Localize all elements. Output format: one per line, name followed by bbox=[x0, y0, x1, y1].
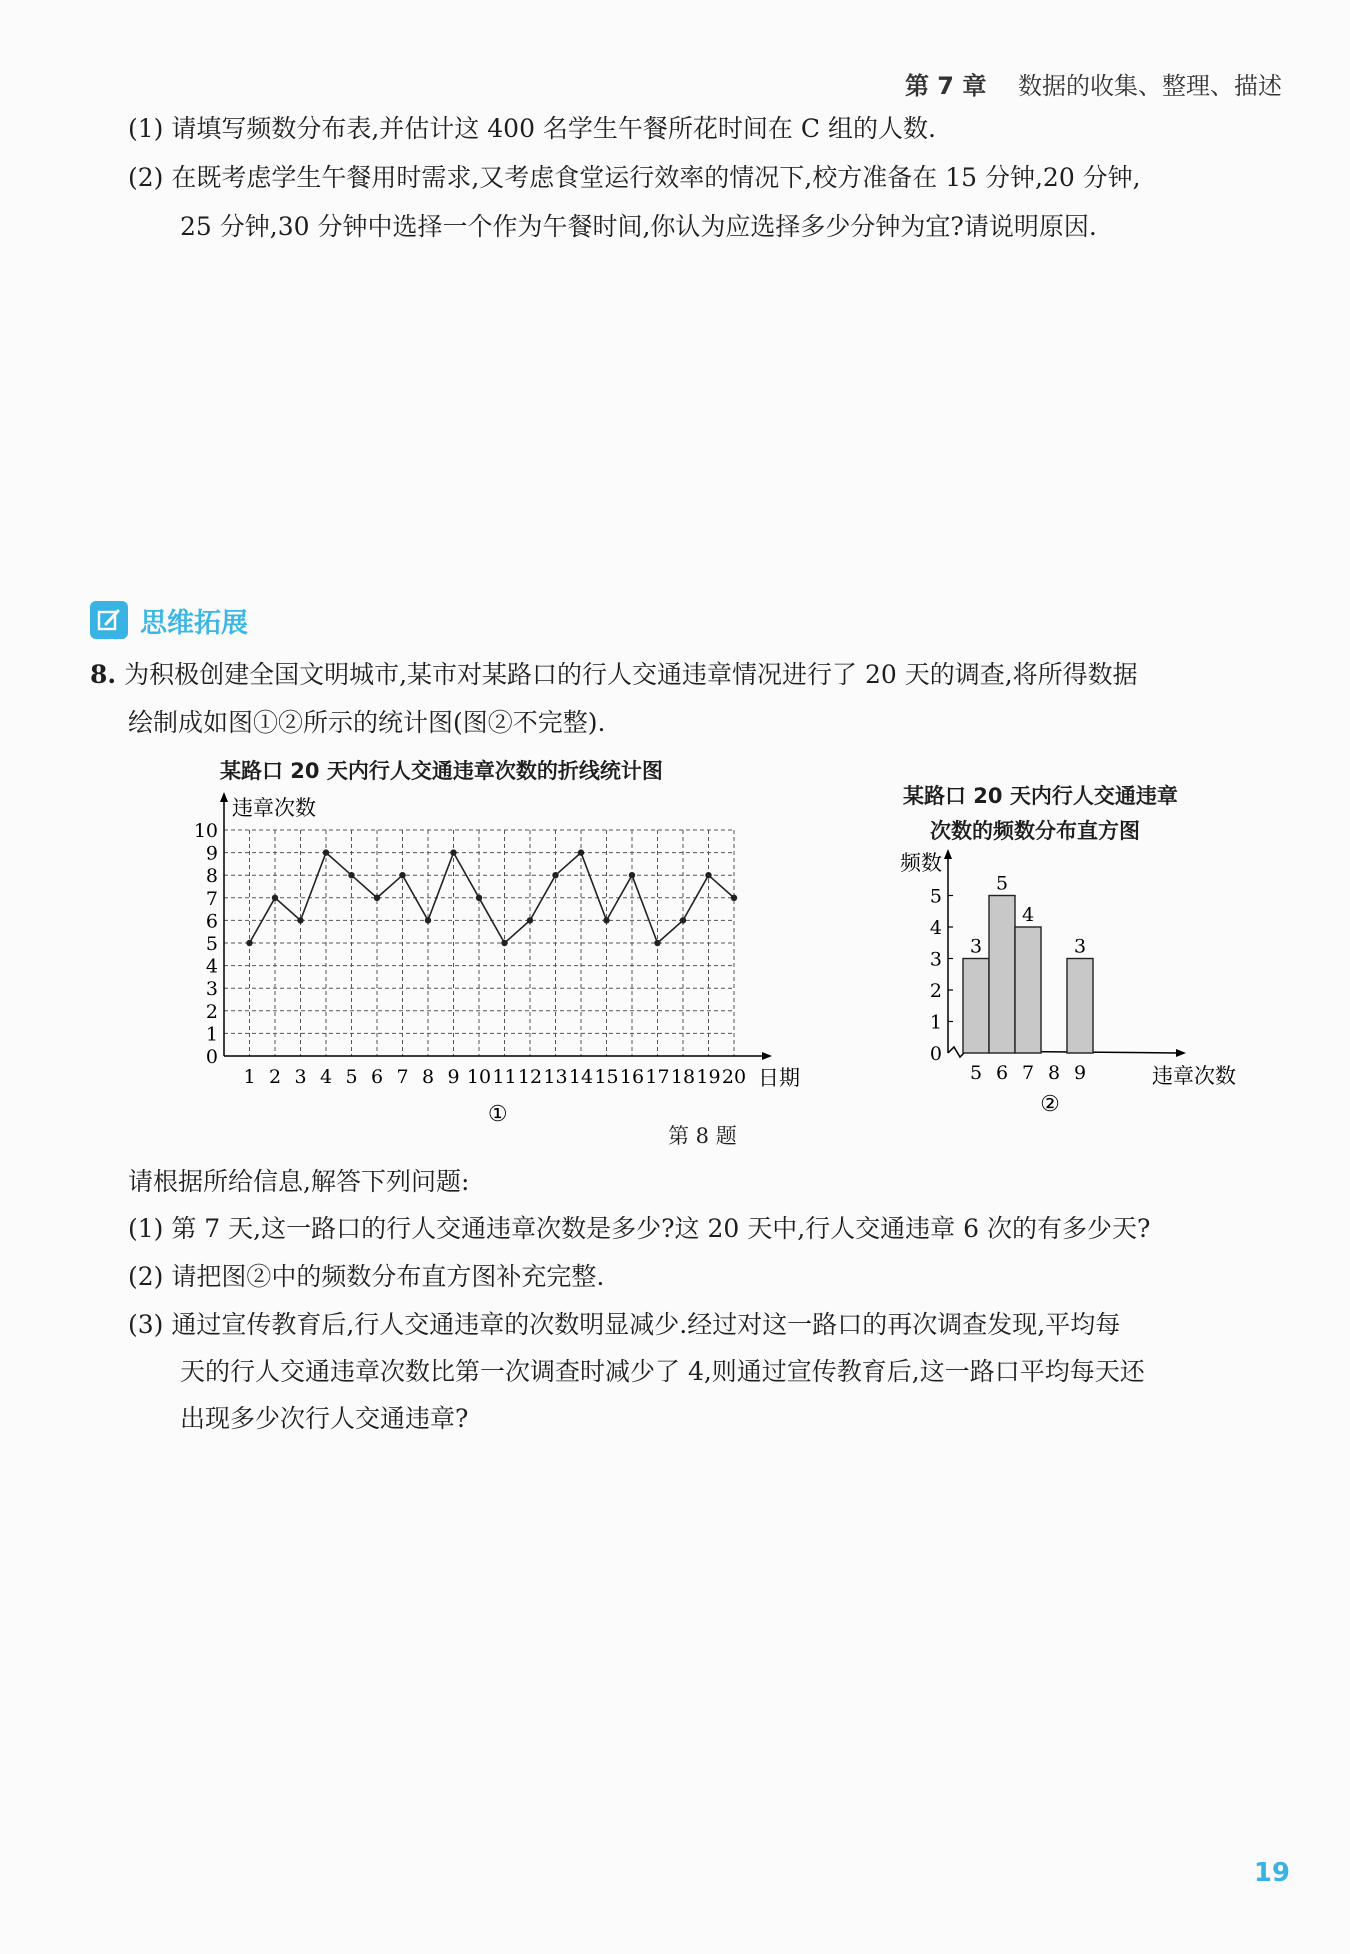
histogram-bar bbox=[1067, 959, 1093, 1054]
x-axis-arrow bbox=[1176, 1049, 1186, 1057]
question-8-part1: (1) 第 7 天,这一路口的行人交通违章次数是多少?这 20 天中,行人交通违章 6 次的有多少天? bbox=[128, 1214, 1151, 1243]
x-axis-label: 违章次数 bbox=[1152, 1064, 1236, 1088]
y-axis-arrow bbox=[220, 792, 228, 802]
data-point bbox=[578, 849, 584, 855]
x-tick-label: 12 bbox=[517, 1066, 543, 1088]
x-tick-label: 7 bbox=[396, 1066, 409, 1088]
data-point bbox=[603, 917, 609, 923]
y-tick-label: 3 bbox=[929, 948, 942, 971]
x-tick-label: 19 bbox=[696, 1066, 721, 1088]
data-point bbox=[272, 895, 278, 901]
question-8-part2: (2) 请把图②中的频数分布直方图补充完整. bbox=[128, 1262, 605, 1291]
question-number: 8. bbox=[90, 660, 117, 689]
question-8-text: 为积极创建全国文明城市,某市对某路口的行人交通违章情况进行了 20 天的调查,将所得数据 bbox=[124, 660, 1138, 689]
bar-data-label: 4 bbox=[1021, 904, 1035, 926]
pencil-note-icon bbox=[90, 601, 128, 639]
y-tick-label: 5 bbox=[929, 885, 942, 908]
y-axis-label: 违章次数 bbox=[232, 796, 316, 820]
question-8-line2: 绘制成如图①②所示的统计图(图②不完整). bbox=[128, 708, 606, 737]
x-axis-label: 日期 bbox=[758, 1066, 800, 1090]
x-tick-label: 20 bbox=[721, 1066, 747, 1088]
x-tick-label: 14 bbox=[568, 1066, 594, 1088]
y-axis-arrow bbox=[944, 849, 952, 859]
figure-caption: 第 8 题 bbox=[668, 1124, 737, 1148]
line-chart-title: 某路口 20 天内行人交通违章次数的折线统计图 bbox=[220, 759, 663, 783]
x-tick-label: 17 bbox=[645, 1066, 670, 1088]
y-tick-label: 5 bbox=[205, 933, 218, 955]
y-tick-label: 7 bbox=[205, 887, 218, 910]
x-tick-label: 16 bbox=[619, 1066, 645, 1088]
data-point bbox=[323, 849, 329, 855]
data-point bbox=[552, 872, 558, 878]
y-tick-label: 4 bbox=[205, 955, 218, 978]
x-tick-label: 3 bbox=[294, 1066, 307, 1088]
x-tick-label: 9 bbox=[447, 1066, 460, 1088]
question-8-part3-line3: 出现多少次行人交通违章? bbox=[180, 1404, 469, 1433]
x-tick-label: 8 bbox=[421, 1066, 435, 1088]
question-8-part3-line1: (3) 通过宣传教育后,行人交通违章的次数明显减少.经过对这一路口的再次调查发现,平均每 bbox=[128, 1310, 1121, 1339]
x-tick-label: 1 bbox=[243, 1066, 256, 1088]
question-8-line1 bbox=[90, 658, 1138, 692]
x-tick-label: 4 bbox=[319, 1066, 333, 1088]
y-tick-label: 1 bbox=[205, 1023, 218, 1046]
page-number: 19 bbox=[1253, 1858, 1290, 1888]
data-point bbox=[450, 849, 456, 855]
section-heading bbox=[90, 600, 248, 640]
x-tick-label: 6 bbox=[995, 1062, 1009, 1084]
data-point bbox=[527, 917, 533, 923]
prev-question-part2-line2: 25 分钟,30 分钟中选择一个作为午餐时间,你认为应选择多少分钟为宜?请说明原因. bbox=[180, 212, 1097, 241]
histogram-bar bbox=[963, 959, 989, 1054]
data-point bbox=[654, 940, 660, 946]
data-point bbox=[705, 872, 711, 878]
y-tick-label: 2 bbox=[929, 980, 942, 1002]
histogram-title-line2: 次数的频数分布直方图 bbox=[930, 819, 1140, 843]
histogram-bar bbox=[989, 896, 1015, 1054]
bar-data-label: 3 bbox=[969, 935, 983, 958]
data-point bbox=[425, 917, 431, 923]
section-title: 思维拓展 bbox=[140, 607, 248, 639]
y-tick-label: 2 bbox=[205, 1000, 218, 1023]
y-tick-label: 3 bbox=[205, 978, 218, 1001]
histogram-title-line1: 某路口 20 天内行人交通违章 bbox=[903, 784, 1178, 808]
data-point bbox=[501, 940, 507, 946]
histogram-bar bbox=[1015, 927, 1041, 1053]
x-tick-label: 13 bbox=[543, 1066, 568, 1088]
x-tick-label: 11 bbox=[492, 1066, 517, 1088]
data-point bbox=[399, 872, 405, 878]
y-tick-label: 0 bbox=[929, 1043, 942, 1065]
y-tick-label: 9 bbox=[205, 842, 218, 865]
y-axis-label: 频数 bbox=[900, 851, 942, 875]
y-tick-label: 0 bbox=[205, 1046, 218, 1068]
prev-question-part1: (1) 请填写频数分布表,并估计这 400 名学生午餐所花时间在 C 组的人数. bbox=[128, 114, 936, 143]
x-tick-label: 10 bbox=[466, 1066, 492, 1088]
x-axis-arrow bbox=[762, 1052, 772, 1060]
prev-question-part2-line1: (2) 在既考虑学生午餐用时需求,又考虑食堂运行效率的情况下,校方准备在 15 分钟,20 分钟, bbox=[128, 163, 1141, 192]
data-point bbox=[348, 872, 354, 878]
x-tick-label: 2 bbox=[268, 1066, 282, 1088]
data-point bbox=[629, 872, 635, 878]
chapter-title: 数据的收集、整理、描述 bbox=[1018, 72, 1282, 100]
bar-data-label: 3 bbox=[1073, 935, 1087, 958]
data-point bbox=[374, 895, 380, 901]
line-chart bbox=[180, 790, 800, 1150]
page-header bbox=[905, 66, 1282, 101]
x-tick-label: 8 bbox=[1047, 1062, 1061, 1084]
histogram-chart bbox=[880, 845, 1240, 1115]
y-tick-label: 4 bbox=[929, 917, 942, 939]
x-tick-label: 18 bbox=[670, 1066, 696, 1088]
y-tick-label: 6 bbox=[205, 910, 218, 933]
chart-label: ② bbox=[1040, 1092, 1060, 1115]
x-tick-label: 6 bbox=[370, 1066, 384, 1088]
chapter-number: 第 7 章 bbox=[904, 72, 987, 100]
question-8-part3-line2: 天的行人交通违章次数比第一次调查时减少了 4,则通过宣传教育后,这一路口平均每天还 bbox=[180, 1357, 1145, 1386]
data-point bbox=[297, 917, 303, 923]
data-point bbox=[476, 895, 482, 901]
x-tick-label: 5 bbox=[345, 1066, 358, 1088]
y-tick-label: 8 bbox=[205, 865, 218, 888]
bar-data-label: 5 bbox=[995, 872, 1009, 895]
x-tick-label: 15 bbox=[594, 1066, 619, 1088]
chart-label: ① bbox=[487, 1102, 508, 1127]
question-8-prompt: 请根据所给信息,解答下列问题: bbox=[128, 1167, 470, 1196]
y-tick-label: 10 bbox=[193, 820, 218, 842]
data-point bbox=[246, 940, 252, 946]
y-tick-label: 1 bbox=[929, 1011, 942, 1034]
data-point bbox=[731, 895, 737, 901]
x-tick-label: 9 bbox=[1073, 1062, 1087, 1084]
data-point bbox=[680, 917, 686, 923]
x-tick-label: 5 bbox=[969, 1062, 983, 1084]
x-tick-label: 7 bbox=[1021, 1062, 1035, 1084]
